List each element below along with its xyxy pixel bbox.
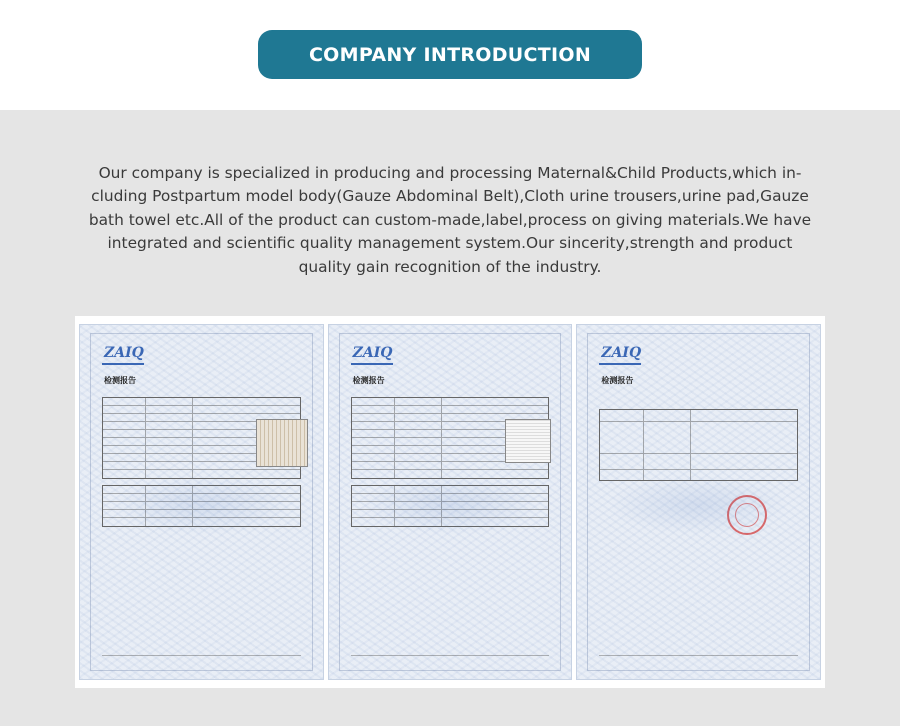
logo-underline — [102, 363, 144, 365]
certificates-gallery — [75, 316, 825, 688]
intro-line: integrated and scientific quality management system.Our sincerity,strength and product — [107, 234, 793, 253]
footer-divider — [351, 655, 550, 656]
certificate-title: 检测报告 — [352, 376, 385, 385]
certificate-logo: ZAIQ — [352, 345, 393, 361]
header-band — [0, 0, 900, 110]
test-report-certificate — [328, 324, 573, 680]
certificate-title: 检测报告 — [601, 376, 634, 385]
certificate-logo: ZAIQ — [104, 345, 144, 361]
certificate-title: 检测报告 — [104, 376, 136, 385]
product-photo — [505, 419, 551, 463]
footer-divider — [102, 655, 301, 656]
intro-line: Our company is specialized in producing and processing Maternal&Child Products,which in- — [98, 164, 802, 182]
logo-underline — [351, 363, 393, 365]
page-title: COMPANY INTRODUCTION — [258, 30, 642, 79]
logo-underline — [599, 363, 641, 365]
certificate-logo: ZAIQ — [601, 345, 642, 361]
footer-divider — [599, 655, 798, 656]
product-photo — [256, 419, 308, 467]
test-results-table — [599, 409, 798, 481]
watermark — [607, 475, 790, 535]
test-report-certificate — [576, 324, 821, 680]
watermark — [110, 475, 293, 535]
intro-line: cluding Postpartum model body(Gauze Abdominal Belt),Cloth urine trousers,urine pad,Gauze — [91, 187, 809, 206]
intro-line: quality gain recognition of the industry. — [298, 257, 602, 276]
company-intro-text — [60, 162, 840, 279]
watermark — [359, 475, 542, 535]
test-report-certificate — [79, 324, 324, 680]
intro-line: bath towel etc.All of the product can custom-made,label,process on giving materials.We have — [88, 210, 812, 229]
